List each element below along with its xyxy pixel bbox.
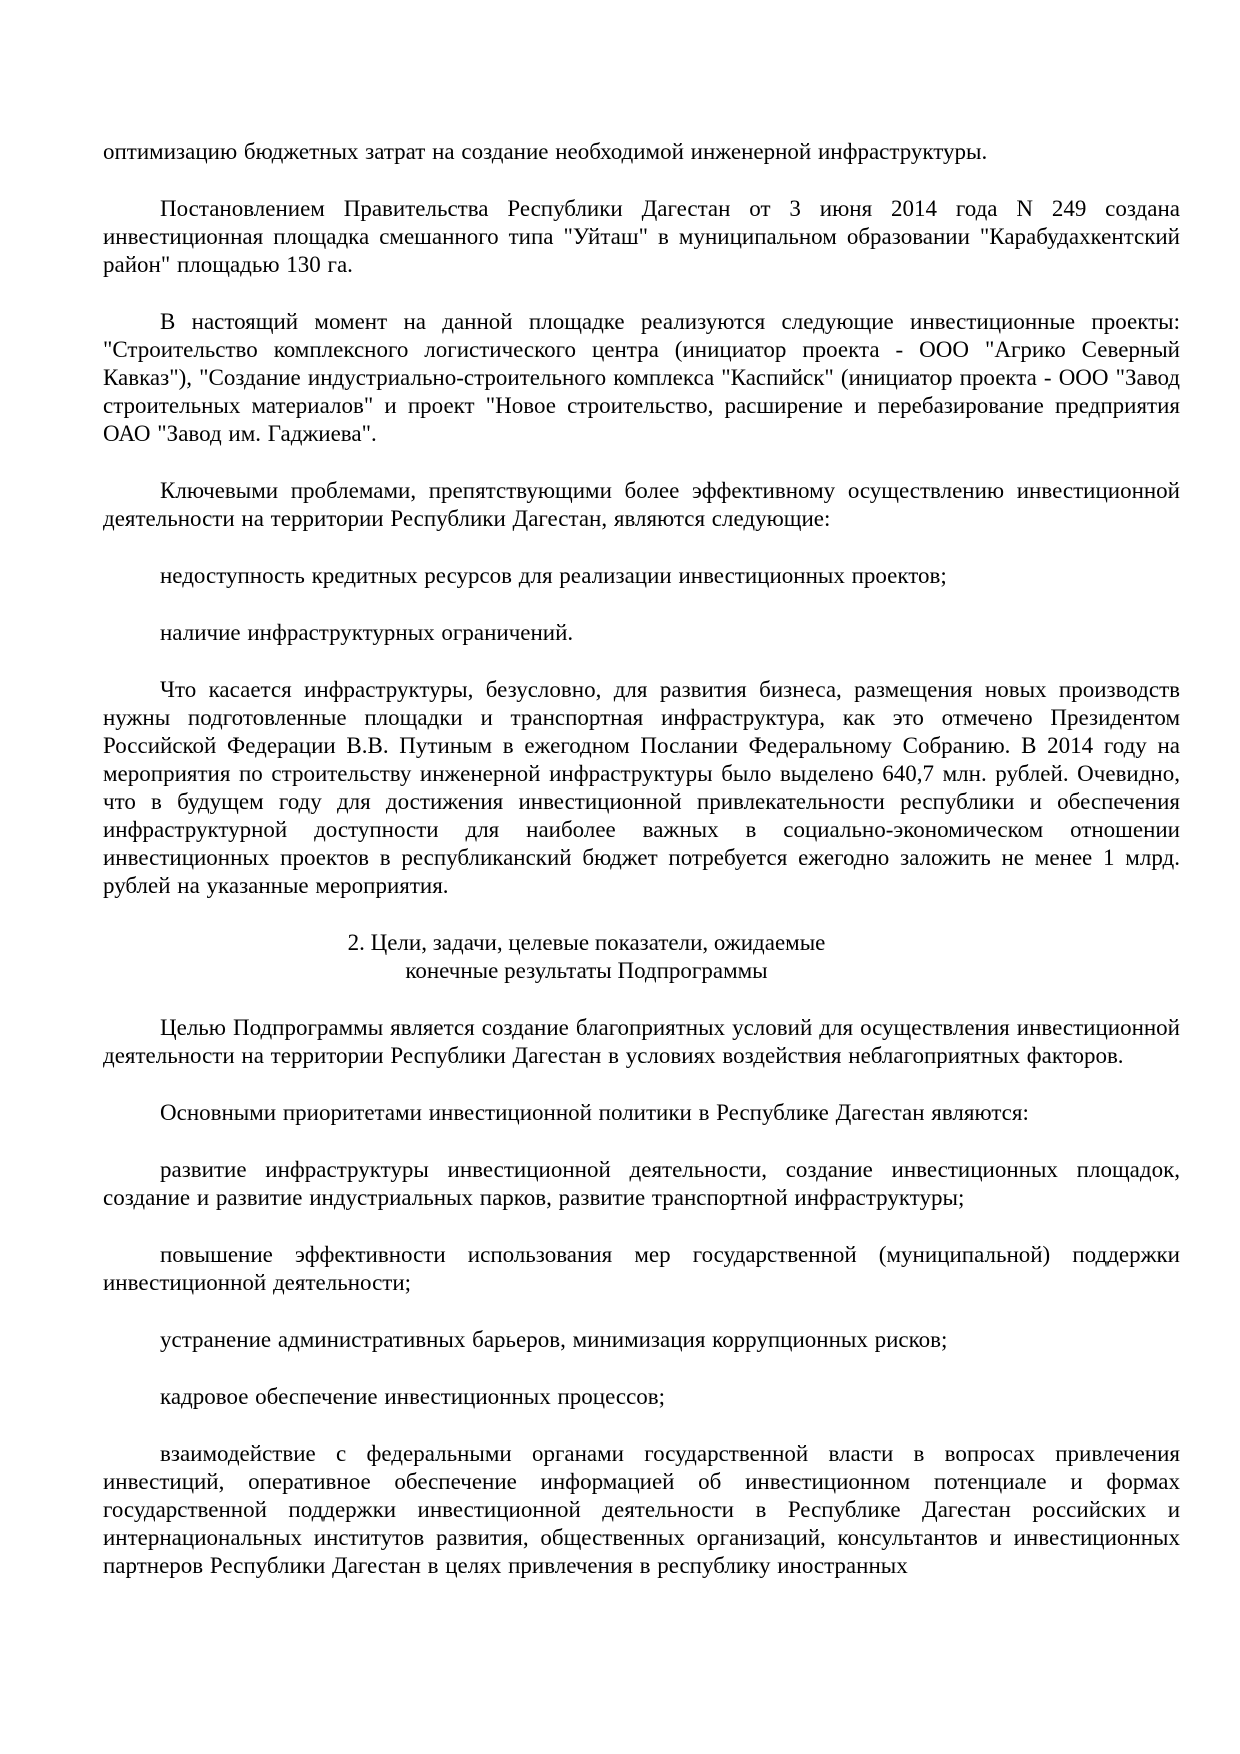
paragraph: недоступность кредитных ресурсов для реализации инвестиционных проектов; [160, 563, 947, 588]
section-heading-line-1: 2. Цели, задачи, целевые показатели, ожидаемые [347, 930, 826, 955]
paragraph: Что касается инфраструктуры, безусловно, для развития бизнеса, размещения новых производств нужны подготовленные площадки и транспортная инфраструктура, как это отмечено Президентом Российской Федерации В.В. Путиным в ежегодном Послании Федеральному Собранию. В 2014 году на мероприятия по строительству инженерной инфраструктуры было выделено 640,7 млн. рублей. Очевидно, что в будущем году для достижения инвестиционной привлекательности республики и обеспечения инфраструктурной доступности для наиболее важных в социально-экономическом отношении инвестиционных проектов в республиканский бюджет потребуется ежегодно заложить не менее 1 млрд. рублей на указанные мероприятия. [103, 677, 1180, 898]
paragraph: развитие инфраструктуры инвестиционной деятельности, создание инвестиционных площадок, создание и развитие индустриальных парков, развитие транспортной инфраструктуры; [103, 1157, 1180, 1210]
section-heading [103, 929, 1180, 985]
paragraph: Целью Подпрограммы является создание благоприятных условий для осуществления инвестиционной деятельности на территории Республики Дагестан в условиях воздействия неблагоприятных факторов. [103, 1015, 1180, 1068]
paragraph: устранение административных барьеров, минимизация коррупционных рисков; [160, 1327, 948, 1352]
paragraph: наличие инфраструктурных ограничений. [160, 620, 574, 645]
paragraph: Основными приоритетами инвестиционной политики в Республике Дагестан являются: [160, 1100, 1029, 1125]
paragraph: Ключевыми проблемами, препятствующими более эффективному осуществлению инвестиционной деятельности на территории Республики Дагестан, являются следующие: [103, 478, 1180, 531]
paragraph-continuation: оптимизацию бюджетных затрат на создание необходимой инженерной инфраструктуры. [103, 139, 988, 164]
paragraph: Постановлением Правительства Республики Дагестан от 3 июня 2014 года N 249 создана инвестиционная площадка смешанного типа "Уйташ" в муниципальном образовании "Карабудахкентский район" площадью 130 га. [103, 196, 1180, 277]
paragraph: взаимодействие с федеральными органами государственной власти в вопросах привлечения инвестиций, оперативное обеспечение информацией об инвестиционном потенциале и формах государственной поддержки инвестиционной деятельности в Республике Дагестан российских и интернациональных институтов развития, общественных организаций, консультантов и инвестиционных партнеров Республики Дагестан в целях привлечения в республику иностранных [103, 1441, 1180, 1578]
paragraph: В настоящий момент на данной площадке реализуются следующие инвестиционные проекты: "Строительство комплексного логистического центра (инициатор проекта - ООО "Агрико Северный Кавказ"), "Создание индустриально-строительного комплекса "Каспийск" (инициатор проекта - ООО "Завод строительных материалов" и проект "Новое строительство, расширение и перебазирование предприятия ОАО "Завод им. Гаджиева". [103, 309, 1180, 446]
paragraph: кадровое обеспечение инвестиционных процессов; [160, 1384, 666, 1409]
paragraph: повышение эффективности использования мер государственной (муниципальной) поддержки инвестиционной деятельности; [103, 1242, 1180, 1295]
section-heading-line-2: конечные результаты Подпрограммы [405, 958, 768, 983]
